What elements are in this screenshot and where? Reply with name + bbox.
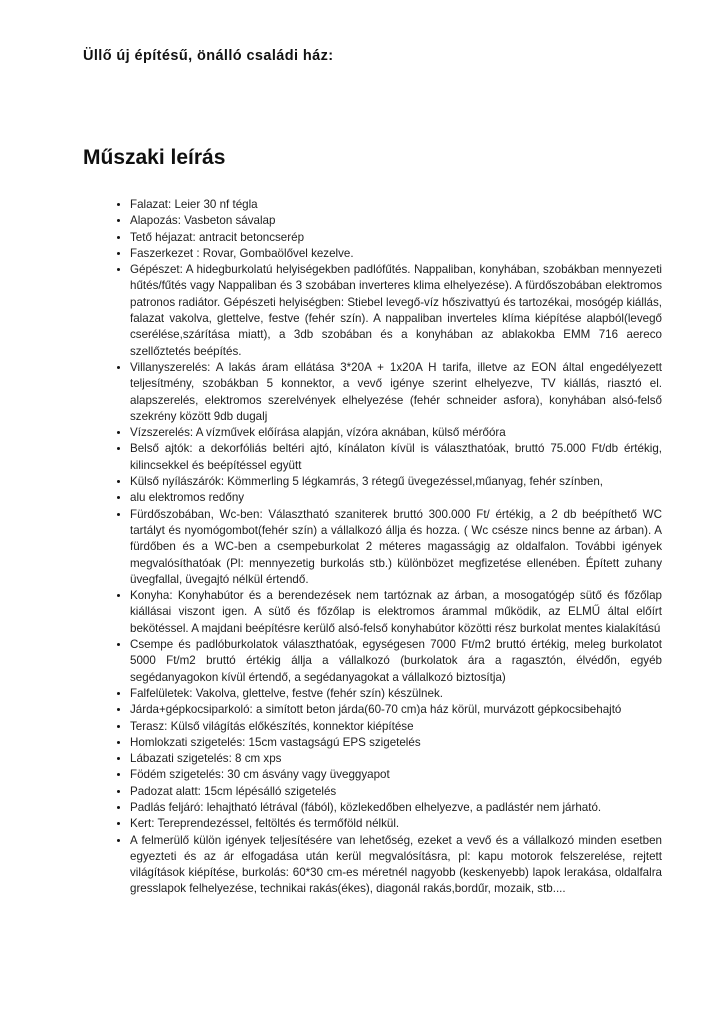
list-item: • Lábazati szigetelés: 8 cm xps (130, 751, 662, 767)
bullet-list (83, 197, 662, 898)
list-item: • A felmerülő külön igények teljesítésére van lehetőség, ezeket a vevő és a vállalkozó minden esetben egyezteti és az ár elfogadása után kerül megvalósításra, pl: kapu motorok felszerelése, rejtett világítások kiépítése, burkolás: 60*30 cm-es méretnél nagyobb (keskenyebb) lapok lerakása, oldalfalra gresslapok felhelyezése, technikai rakás(ékes), diagonál rakás,bordűr, mozaik, stb.... (130, 833, 662, 898)
list-item: • Külső nyílászárók: Kömmerling 5 légkamrás, 3 rétegű üvegezéssel,műanyag, fehér színben, (130, 474, 662, 490)
list-item: • Födém szigetelés: 30 cm ásvány vagy üveggyapot (130, 767, 662, 783)
list-item: • Falfelületek: Vakolva, glettelve, festve (fehér szín) készülnek. (130, 686, 662, 702)
list-item: • Tető héjazat: antracit betoncserép (130, 230, 662, 246)
list-item: • Faszerkezet : Rovar, Gombaölővel kezelve. (130, 246, 662, 262)
list-item: • Konyha: Konyhabútor és a berendezések nem tartóznak az árban, a mosogatógép sütő és főzőlap kiállásai viszont igen. A sütő és főzőlap is elektromos árammal működik, az ELMŰ által előírt bekötéssel. A majdani beépítésre kerülő alsó-felső konyhabútor közötti rész burkolat mentes kialakítású (130, 588, 662, 637)
list-item: • Terasz: Külső világítás előkészítés, konnektor kiépítése (130, 719, 662, 735)
list-item: • Gépészet: A hidegburkolatú helyiségekben padlófűtés. Nappaliban, konyhában, szobákban mennyezeti hűtés/fűtés vagy Nappaliban és 3 szobában inverteres klima elhelyezése). A fürdőszobában elektromos patronos radiátor. Gépészeti helyiségben: Stiebel levegő-víz hőszivattyú és tartozékai, mosógép kiállás, falazat vakolva, glettelve, festve (fehér szín). A nappaliban inverteles klíma kiépítése alapból(levegő cserélése,szárítása miatt), a 3db szobában és a konyhában az ablakokba EMM 716 aereco szellőztetés beépítés. (130, 262, 662, 360)
list-item: • alu elektromos redőny (130, 490, 662, 506)
list-item: • Vízszerelés: A vízművek előírása alapján, vízóra aknában, külső mérőóra (130, 425, 662, 441)
list-item: • Kert: Tereprendezéssel, feltöltés és termőföld nélkül. (130, 816, 662, 832)
list-item: • Fürdőszobában, Wc-ben: Választható szaniterek bruttó 300.000 Ft/ értékig, a 2 db beépíthető WC tartályt és nyomógombot(fehér szín) a vállalkozó állja és hozza. ( Wc csésze nincs benne az árban). A fürdőben és a WC-ben a csempeburkolat 2 méteres magasságig az oldalfalon. További igények megvalósíthatóak (Pl: mennyezetig burkolás stb.) különbözet megfizetése ellenében. Épített zuhany üvegfallal, üvegajtó nélkül értendő. (130, 507, 662, 588)
list-item: • Villanyszerelés: A lakás áram ellátása 3*20A + 1x20A H tarifa, illetve az EON által engedélyezett teljesítmény, szobákban 5 konnektor, a vevő igénye szerint elhelyezve, TV kiállás, riasztó el. alapszerelés, elektromos szerelvények elhelyezése (fehér schneider asfora), konyhában alsó-felső szekrény között 9db dugalj (130, 360, 662, 425)
list-item: • Alapozás: Vasbeton sávalap (130, 213, 662, 229)
section-heading: Műszaki leírás (83, 146, 226, 169)
list-item: • Homlokzati szigetelés: 15cm vastagságú EPS szigetelés (130, 735, 662, 751)
list-item: • Csempe és padlóburkolatok választhatóak, egységesen 7000 Ft/m2 bruttó értékig, meleg burkolatot 5000 Ft/m2 bruttó értékig állja a vállalkozó (burkolatok ára a ragasztón, élvédőn, egyéb segédanyagokon kívül értendő, a segédanyagokat a vállalkozó biztosítja) (130, 637, 662, 686)
document-title: Üllő új építésű, önálló családi ház: (83, 48, 334, 64)
list-item: • Járda+gépkocsiparkoló: a simított beton járda(60-70 cm)a ház körül, murvázott gépkocsibehajtó (130, 702, 662, 718)
list-item: • Padlás feljáró: lehajtható létrával (fából), közlekedőben elhelyezve, a padlástér nem járható. (130, 800, 662, 816)
list-item: • Padozat alatt: 15cm lépésálló szigetelés (130, 784, 662, 800)
list-item: • Falazat: Leier 30 nf tégla (130, 197, 662, 213)
list-item: • Belső ajtók: a dekorfóliás beltéri ajtó, kínálaton kívül is választhatóak, bruttó 75.000 Ft/db értékig, kilincsekkel és beépítéssel együtt (130, 441, 662, 474)
